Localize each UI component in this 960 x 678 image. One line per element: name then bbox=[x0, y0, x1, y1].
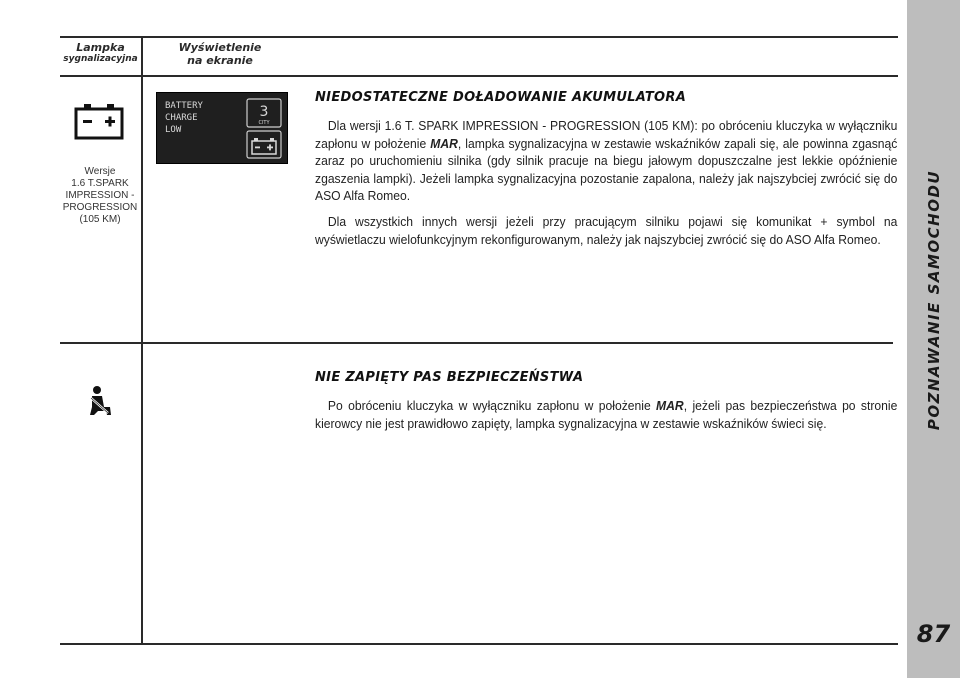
table-top-rule bbox=[60, 36, 898, 38]
column-header-lamp-line2: sygnalizacyjna bbox=[63, 54, 138, 64]
battery-icon bbox=[74, 104, 124, 140]
seatbelt-paragraph bbox=[315, 397, 897, 432]
column-header-display bbox=[170, 41, 270, 67]
chapter-title-text: POZNAWANIE SAMOCHODU bbox=[924, 169, 943, 431]
header-bottom-rule bbox=[60, 75, 898, 77]
display-gear: 3 bbox=[259, 104, 269, 120]
version-line: Wersje bbox=[84, 166, 116, 177]
section-title-seatbelt: NIE ZAPIĘTY PAS BEZPIECZEŃSTWA bbox=[315, 370, 584, 385]
column-header-display-line2: na ekranie bbox=[187, 54, 253, 67]
column-header-lamp-line1: Lampka bbox=[76, 41, 125, 54]
display-line-2: CHARGE bbox=[165, 113, 198, 123]
text-run: Po obróceniu kluczyka w wyłączniku zapłonu w położenie bbox=[327, 398, 657, 413]
column-header-lamp bbox=[60, 41, 141, 64]
text-run: , lampka sygnalizacyjna w zestawie wskaźników zapali się, ale powinna zgasnąć zaraz po uruchomieniu silnika (gdy silnik pracuje na biegu jałowym dopuszczalne jest lekkie opóźnienie zgaszenia lampki). Jeżeli lampka sygnalizacyjna pozostanie zapalona, należy jak najszybciej zwrócić się do ASO Alfa Romeo. bbox=[315, 135, 898, 203]
battery-paragraph-1 bbox=[315, 117, 897, 205]
multifunction-display bbox=[156, 92, 288, 164]
display-mode: CITY bbox=[258, 120, 270, 126]
version-line: (105 KM) bbox=[79, 214, 121, 225]
display-battery-icon bbox=[252, 138, 276, 154]
applicable-versions bbox=[60, 166, 140, 226]
display-line-1: BATTERY bbox=[165, 101, 203, 111]
display-line-3: LOW bbox=[165, 125, 182, 135]
text-run: Dla wersji 1.6 T. SPARK IMPRESSION - PROGRESSION (105 KM): po obróceniu kluczyka w wyłączniku zapłonu w położenie bbox=[315, 118, 898, 151]
version-line: PROGRESSION bbox=[62, 202, 138, 213]
page-number: 87 bbox=[916, 620, 951, 648]
version-line: IMPRESSION - bbox=[65, 190, 135, 201]
row-divider bbox=[60, 342, 893, 344]
column-divider bbox=[141, 36, 143, 645]
seatbelt-icon bbox=[86, 385, 114, 419]
table-bottom-rule bbox=[60, 643, 898, 645]
column-header-display-line1: Wyświetlenie bbox=[178, 41, 262, 54]
text-run: Dla wszystkich innych wersji jeżeli przy pracującym silniku pojawi się komunikat + symbol na wyświetlaczu wielofunkcyjnym rekonfigurowanym, należy jak najszybciej zwrócić się do ASO Alfa Romeo. bbox=[315, 214, 898, 247]
key-position: MAR bbox=[656, 398, 684, 413]
sidebar bbox=[907, 0, 960, 678]
version-line: 1.6 T.SPARK bbox=[71, 178, 129, 189]
key-position: MAR bbox=[430, 135, 458, 151]
battery-paragraph-2 bbox=[315, 213, 897, 248]
chapter-title bbox=[907, 0, 960, 600]
text-run: , jeżeli pas bezpieczeństwa po stronie kierowcy nie jest prawidłowo zapięty, lampka sygnalizacyjna w zestawie wskaźników świeci się. bbox=[315, 398, 898, 431]
section-title-battery: NIEDOSTATECZNE DOŁADOWANIE AKUMULATORA bbox=[315, 90, 687, 105]
